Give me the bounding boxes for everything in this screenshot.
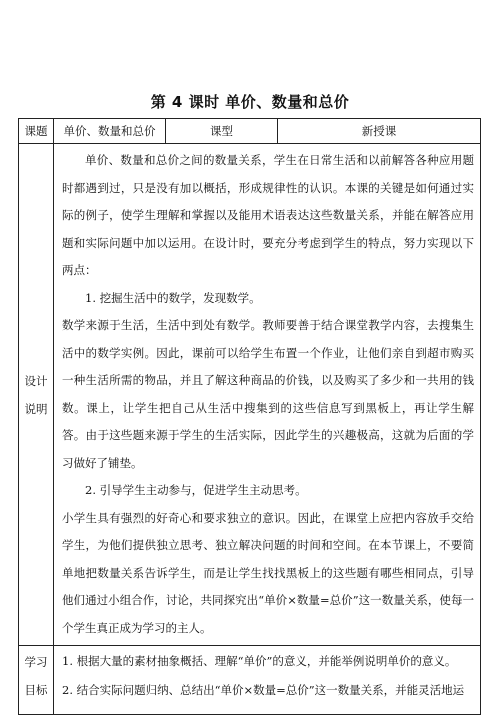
design-content <box>54 144 481 646</box>
goal-item: 1. 根据大量的素材抽象概括、理解“单价”的意义，并能举例说明单价的意义。 <box>62 654 457 668</box>
header-row <box>19 119 481 144</box>
design-label-line1: 设计 <box>24 373 48 388</box>
goals-label-line2: 目标 <box>24 683 48 697</box>
goal-item: 2. 结合实际问题归纳、总结出“单价×数量=总价”这一数量关系，并能灵活地运 <box>62 683 465 697</box>
design-row <box>19 144 481 646</box>
type-value: 新授课 <box>278 119 481 144</box>
goals-label-line1: 学习 <box>24 655 48 669</box>
design-paragraph: 小学生具有强烈的好奇心和要求独立的意识。因此，在课堂上应把内容放手交给学生，为他们提供独立思考、独立解决问题的时间和空间。在本节课上，不要简单地把数量关系告诉学生，而是让学生找找黑板上的这些题有哪些相同点，引导他们通过小组合作，讨论，共同探究出“单价×数量=总价”这一数量关系，使每一个学生真正成为学习的主人。 <box>62 510 474 635</box>
design-label-line2: 说明 <box>24 401 48 416</box>
topic-label: 课题 <box>19 119 54 144</box>
type-label: 课型 <box>166 119 278 144</box>
lesson-table <box>18 118 481 715</box>
design-paragraph: 单价、数量和总价之间的数量关系，学生在日常生活和以前解答各种应用题时都遇到过，只是没有加以概括，形成规律性的认识。本课的关键是如何通过实际的例子，使学生理解和掌握以及能用术语表达这些数量关系，并能在解答应用题和实际问题中加以运用。在设计时，要充分考虑到学生的特点，努力实现以下两点： <box>62 153 474 277</box>
design-point-heading: 2. 引导学生主动参与，促进学生主动思考。 <box>85 483 307 497</box>
design-label <box>19 144 54 646</box>
design-point-heading: 1. 挖掘生活中的数学，发现数学。 <box>85 290 261 305</box>
page-title: 第 4 课时 单价、数量和总价 <box>150 93 350 111</box>
goals-label <box>19 646 54 715</box>
topic-value: 单价、数量和总价 <box>54 119 166 144</box>
design-paragraph: 数学来源于生活，生活中到处有数学。教师要善于结合课堂教学内容，去搜集生活中的数学实例。因此，课前可以给学生布置一个作业，让他们亲自到超市购买一种生活所需的物品，并且了解这种商品的价钱，以及购买了多少和一共用的钱数。课上，让学生把自己从生活中搜集到的这些信息写到黑板上，再让学生解答。由于这些题来源于学生的生活实际，因此学生的兴趣极高，这就为后面的学习做好了铺垫。 <box>62 318 474 470</box>
goals-row <box>19 646 481 715</box>
goals-content <box>54 646 481 715</box>
